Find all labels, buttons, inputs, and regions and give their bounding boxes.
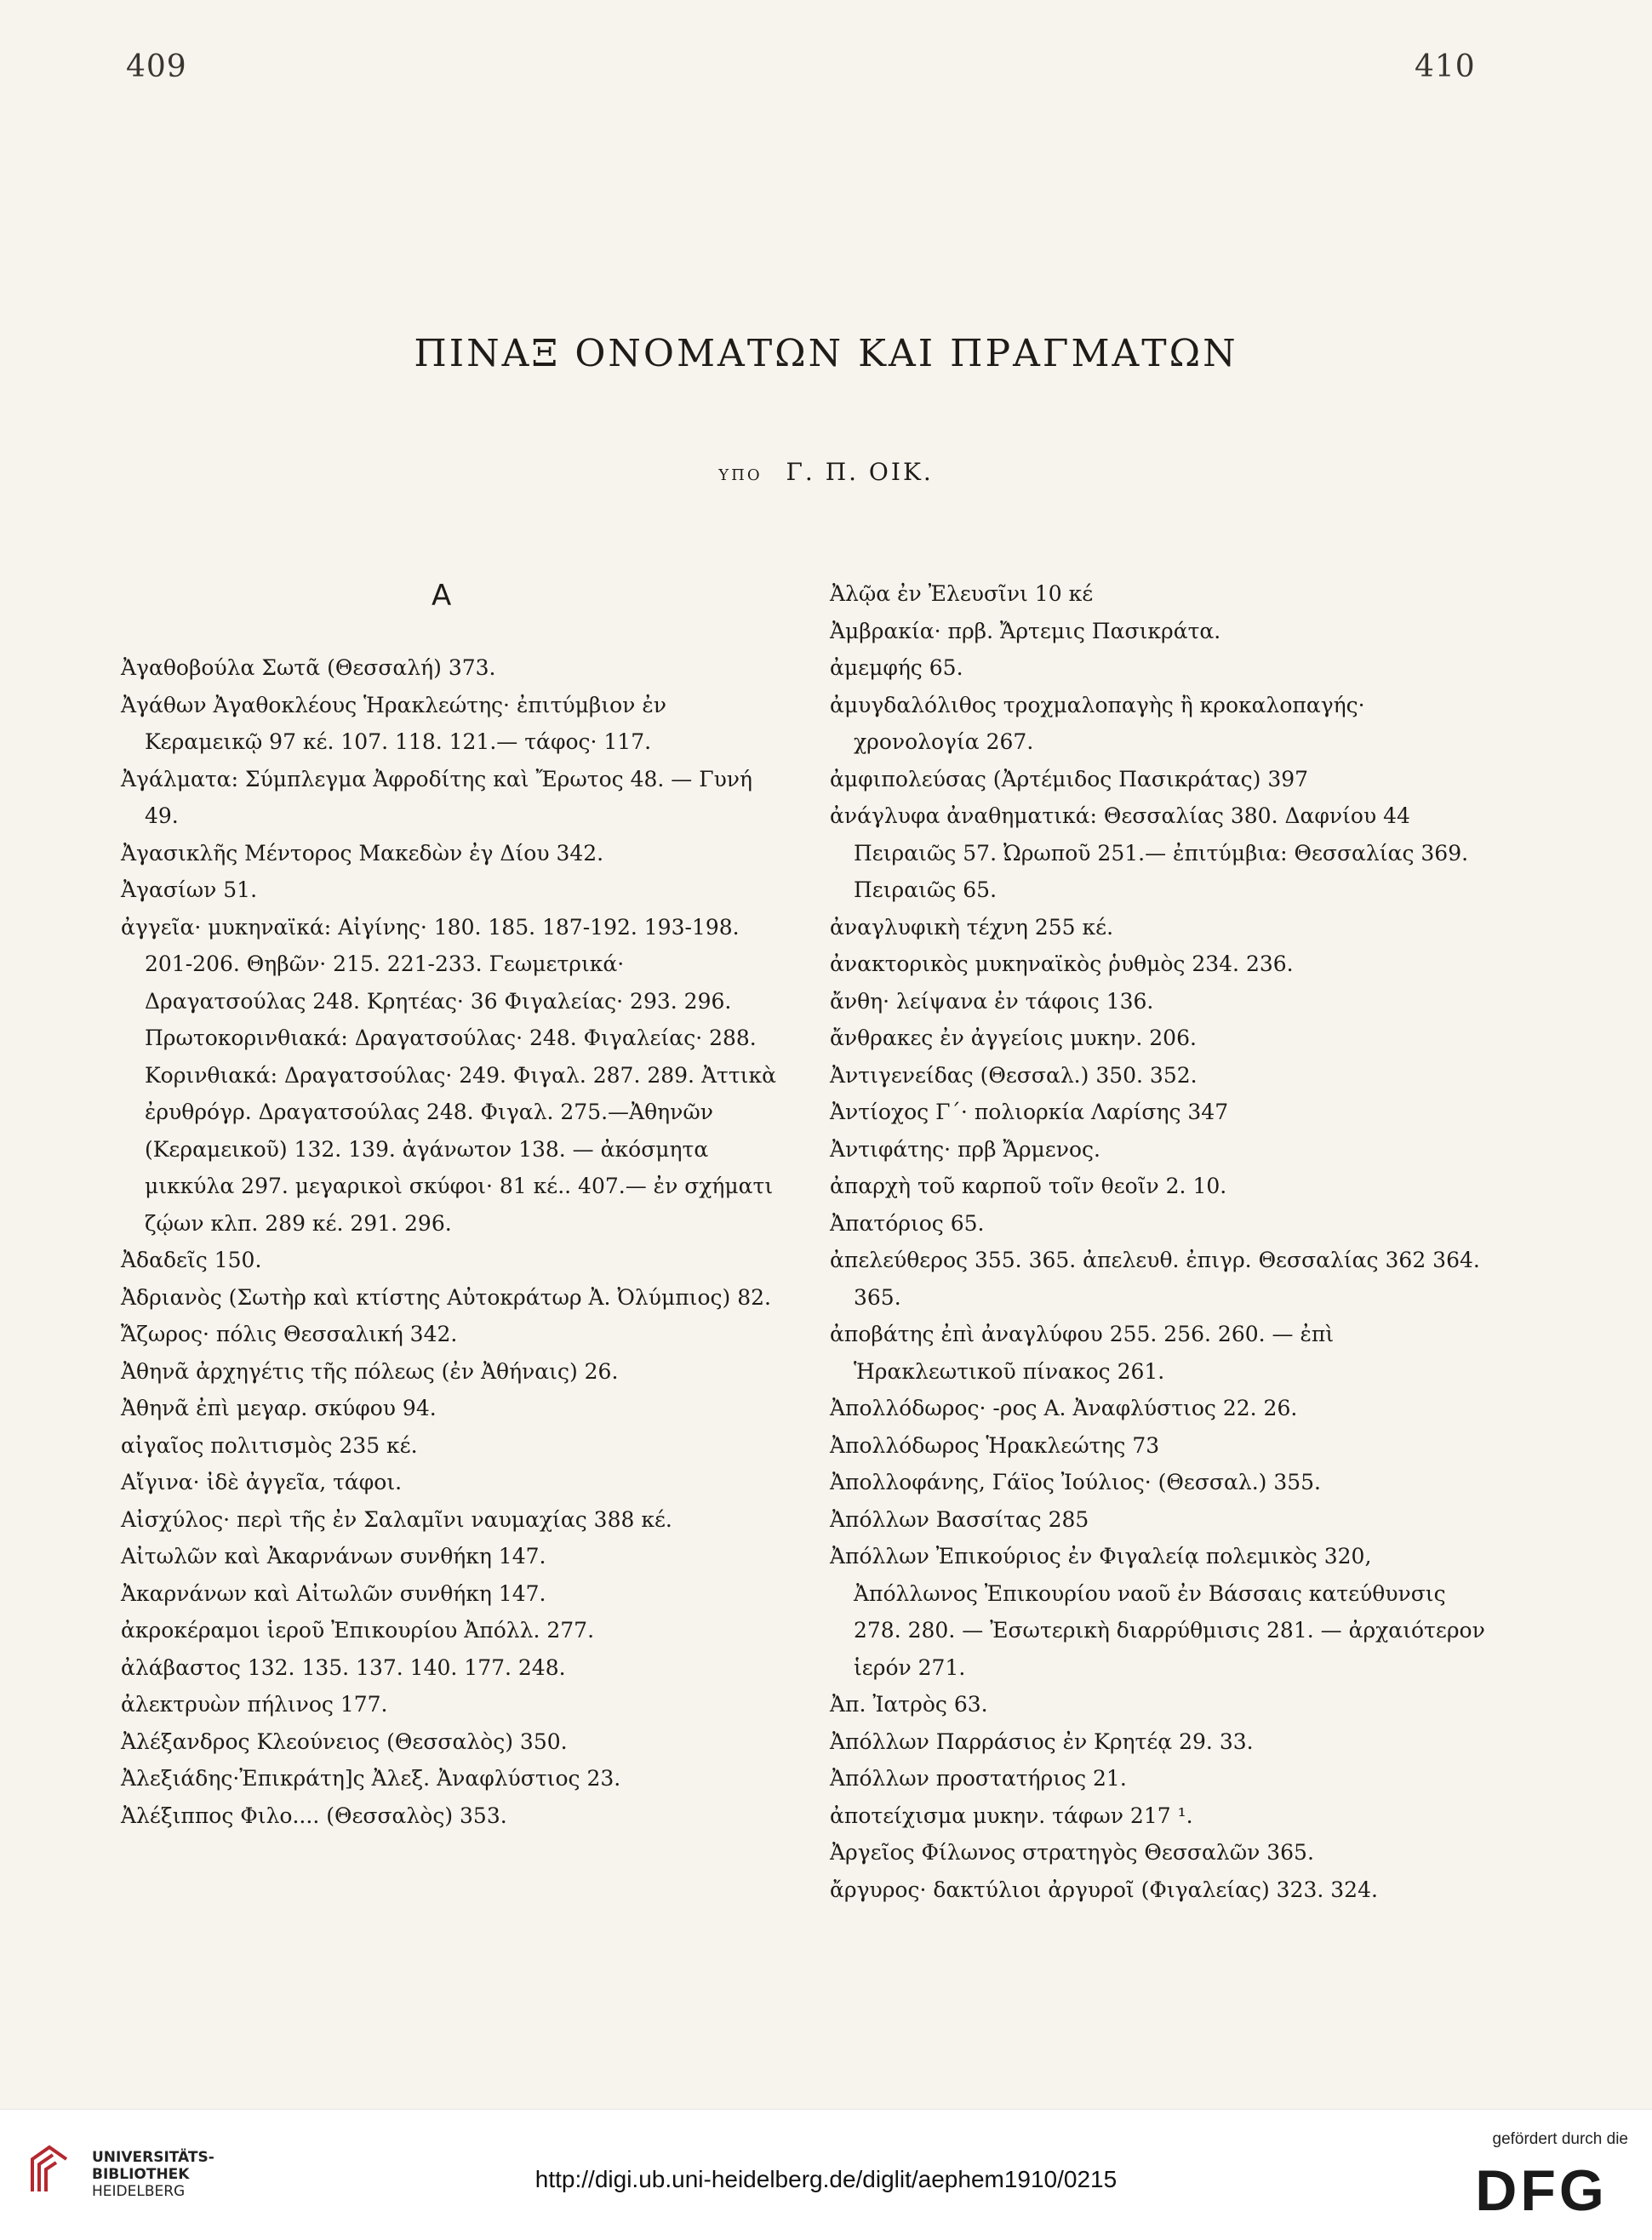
index-entry: Ἀλῷα ἐν Ἐλευσῖνι 10 κέ [830, 581, 1094, 606]
index-entry: ἄνθη· λείψανα ἐν τάφοις 136. [830, 988, 1154, 1014]
author-prefix: ΥΠΟ [718, 466, 763, 484]
index-entry: Ἀπατόριος 65. [830, 1210, 985, 1236]
index-entry: Ἀπολλοφάνης, Γάϊος Ἰούλιος· (Θεσσαλ.) 355. [830, 1470, 1322, 1494]
section-letter: Α [432, 579, 452, 613]
footer-bar [0, 2109, 1652, 2240]
author-name: Γ. Π. ΟΙΚ. [786, 458, 934, 486]
index-entry: Ἀπολλόδωρος· -ρος Α. Ἀναφλύστιος 22. 26. [830, 1396, 1298, 1420]
index-entry: ἀλάβαστος 132. 135. 137. 140. 177. 248. [121, 1654, 566, 1680]
index-entry: Ἀθηνᾶ ἐπὶ μεγαρ. σκύφου 94. [121, 1396, 437, 1420]
index-entry: Ἀδαδεῖς 150. [121, 1248, 262, 1272]
index-entry: Ἀπ. Ἰατρὸς 63. [830, 1692, 988, 1717]
index-entry: Ἀπολλόδωρος Ἡρακλεώτης 73 [830, 1432, 1160, 1458]
index-entry: Αἰτωλῶν καὶ Ἀκαρνάνων συνθήκη 147. [121, 1544, 546, 1569]
author-line [0, 458, 1652, 486]
index-entry: ἀναγλυφικὴ τέχνη 255 κέ. [830, 914, 1114, 940]
sponsor-text: gefördert durch die [1492, 2130, 1628, 2148]
index-entry: Ἀντίοχος Γ΄· πολιορκία Λαρίσης 347 [830, 1100, 1229, 1124]
index-title: ΠΙΝΑΞ ΟΝΟΜΑΤΩΝ ΚΑΙ ΠΡΑΓΜΑΤΩΝ [414, 332, 1238, 375]
index-entry: Ἀδριανὸς (Σωτὴρ καὶ κτίστης Αὐτοκράτωρ Ἀ. Ὀλύμπιος) 82. [121, 1284, 771, 1310]
index-entry: ἀνακτορικὸς μυκηναϊκὸς ῥυθμὸς 234. 236. [830, 951, 1294, 976]
page-number-right: 410 [1415, 49, 1476, 84]
index-entry: Ἀπόλλων Παρράσιος ἐν Κρητέᾳ 29. 33. [830, 1729, 1254, 1754]
source-url-link[interactable]: http://digi.ub.uni-heidelberg.de/diglit/aephem1910/0215 [534, 2166, 1118, 2192]
dfg-logo-icon [1456, 2159, 1626, 2217]
index-entry: ἀλεκτρυὼν πήλινος 177. [121, 1692, 388, 1717]
index-entry: ἀμυγδαλόλιθος τροχμαλοπαγὴς ἢ κροκαλοπαγής· χρονολογία 267. [830, 692, 1365, 754]
index-entry: Ἀπόλλων Ἐπικούριος ἐν Φιγαλείᾳ πολεμικὸς 320, Ἀπόλλωνος Ἐπικουρίου ναοῦ ἐν Βάσσαις κατεύθυνσις 278. 280. — Ἐσωτερικὴ διαρρύθμισις 281. — ἀρχαιότερον ἱερόν 271. [830, 1544, 1485, 1680]
index-entry: ἀμφιπολεύσας (Ἀρτέμιδος Πασικράτας) 397 [830, 766, 1309, 791]
index-entry: Ἀλεξιάδης·Ἐπικράτη]ς Ἀλεξ. Ἀναφλύστιος 23. [121, 1766, 621, 1791]
left-index-column [121, 649, 776, 1834]
index-entry: Ἀντιγενείδας (Θεσσαλ.) 350. 352. [830, 1062, 1198, 1088]
index-entry: ἀποβάτης ἐπὶ ἀναγλύφου 255. 256. 260. — ἐπὶ Ἡρακλεωτικοῦ πίνακος 261. [830, 1322, 1335, 1384]
index-entry: Ἀγάθων Ἀγαθοκλέους Ἡρακλεώτης· ἐπιτύμβιον ἐν Κεραμεικῷ 97 κέ. 107. 118. 121.— τάφος· 117. [121, 692, 666, 754]
index-entry: Ἀπόλλων προστατήριος 21. [830, 1766, 1127, 1791]
index-entry: ἀκροκέραμοι ἱεροῦ Ἐπικουρίου Ἀπόλλ. 277. [121, 1618, 595, 1643]
index-entry: αἰγαῖος πολιτισμὸς 235 κέ. [121, 1432, 418, 1458]
index-entry: Ἀπόλλων Βασσίτας 285 [830, 1506, 1089, 1532]
index-entry: Ἀθηνᾶ ἀρχηγέτις τῆς πόλεως (ἐν Ἀθήναις) 26. [121, 1358, 619, 1384]
index-entry: ἄνθρακες ἐν ἀγγείοις μυκην. 206. [830, 1026, 1197, 1050]
index-entry: Ἄζωρος· πόλις Θεσσαλική 342. [121, 1322, 458, 1346]
index-entry: Αἰσχύλος· περὶ τῆς ἐν Σαλαμῖνι ναυμαχίας 388 κέ. [121, 1506, 672, 1532]
index-entry: Ἀλέξιππος Φιλο.... (Θεσσαλὸς) 353. [121, 1803, 507, 1828]
index-entry: Ἀκαρνάνων καὶ Αἰτωλῶν συνθήκη 147. [121, 1580, 546, 1606]
index-entry: Ἀγασίων 51. [121, 877, 258, 902]
right-index-column [830, 575, 1494, 1908]
index-entry: ἀποτείχισμα μυκην. τάφων 217 ¹. [830, 1803, 1193, 1828]
index-entry: ἄργυρος· δακτύλιοι ἀργυροῖ (Φιγαλείας) 323. 324. [830, 1877, 1378, 1902]
page-number-left: 409 [126, 49, 187, 84]
index-entry: Αἴγινα· ἰδὲ ἀγγεῖα, τάφοι. [121, 1470, 403, 1494]
index-entry: ἀνάγλυφα ἀναθηματικά: Θεσσαλίας 380. Δαφνίου 44 Πειραιῶς 57. Ὠρωποῦ 251.— ἐπιτύμβια: Θεσσαλίας 369. Πειραιῶς 65. [830, 803, 1469, 902]
index-entry: ἀγγεῖα· μυκηναϊκά: Αἰγίνης· 180. 185. 187-192. 193-198. 201-206. Θηβῶν· 215. 221-233. Γεωμετρικά· Δραγατσούλας 248. Κρητέας· 36 Φιγαλείας· 293. 296. Πρωτοκορινθιακά: Δραγατσούλας· 248. Φιγαλείας· 288. Κορινθιακά: Δραγατσούλας· 249. Φιγαλ. 287. 289. Ἀττικὰ ἐρυθρόγρ. Δραγατσούλας 248. Φιγαλ. 275.—Ἀθηνῶν (Κεραμεικοῦ) 132. 139. ἀγάνωτον 138. — ἀκόσμητα μικκύλα 297. μεγαρικοὶ σκύφοι· 81 κέ.. 407.— ἐν σχήματι ζῴων κλπ. 289 κέ. 291. 296. [121, 914, 776, 1236]
index-entry: Ἀντιφάτης· πρβ Ἄρμενος. [830, 1136, 1100, 1162]
index-entry: Ἀγάλματα: Σύμπλεγμα Ἀφροδίτης καὶ Ἔρωτος 48. — Γυνή 49. [121, 766, 752, 828]
index-entry: Ἀμβρακία· πρβ. Ἄρτεμις Πασικράτα. [830, 618, 1221, 643]
index-entry: ἀμεμφής 65. [830, 655, 963, 680]
index-entry: ἀπελεύθερος 355. 365. ἀπελευθ. ἐπιγρ. Θεσσαλίας 362 364. 365. [830, 1248, 1480, 1310]
index-entry: Ἀγαθοβούλα Σωτᾶ (Θεσσαλή) 373. [121, 655, 496, 680]
library-name: UNIVERSITÄTS- BIBLIOTHEK HEIDELBERG [92, 2149, 214, 2200]
index-entry: Ἀλέξανδρος Κλεούνειος (Θεσσαλὸς) 350. [121, 1729, 568, 1754]
index-entry: Ἀγασικλῆς Μέντορος Μακεδὼν ἐγ Δίου 342. [121, 840, 604, 866]
svg-text:DFG: DFG [1475, 2159, 1608, 2217]
index-entry: ἀπαρχὴ τοῦ καρποῦ τοῖν θεοῖν 2. 10. [830, 1174, 1227, 1198]
index-entry: Ἀργεῖος Φίλωνος στρατηγὸς Θεσσαλῶν 365. [830, 1840, 1314, 1865]
